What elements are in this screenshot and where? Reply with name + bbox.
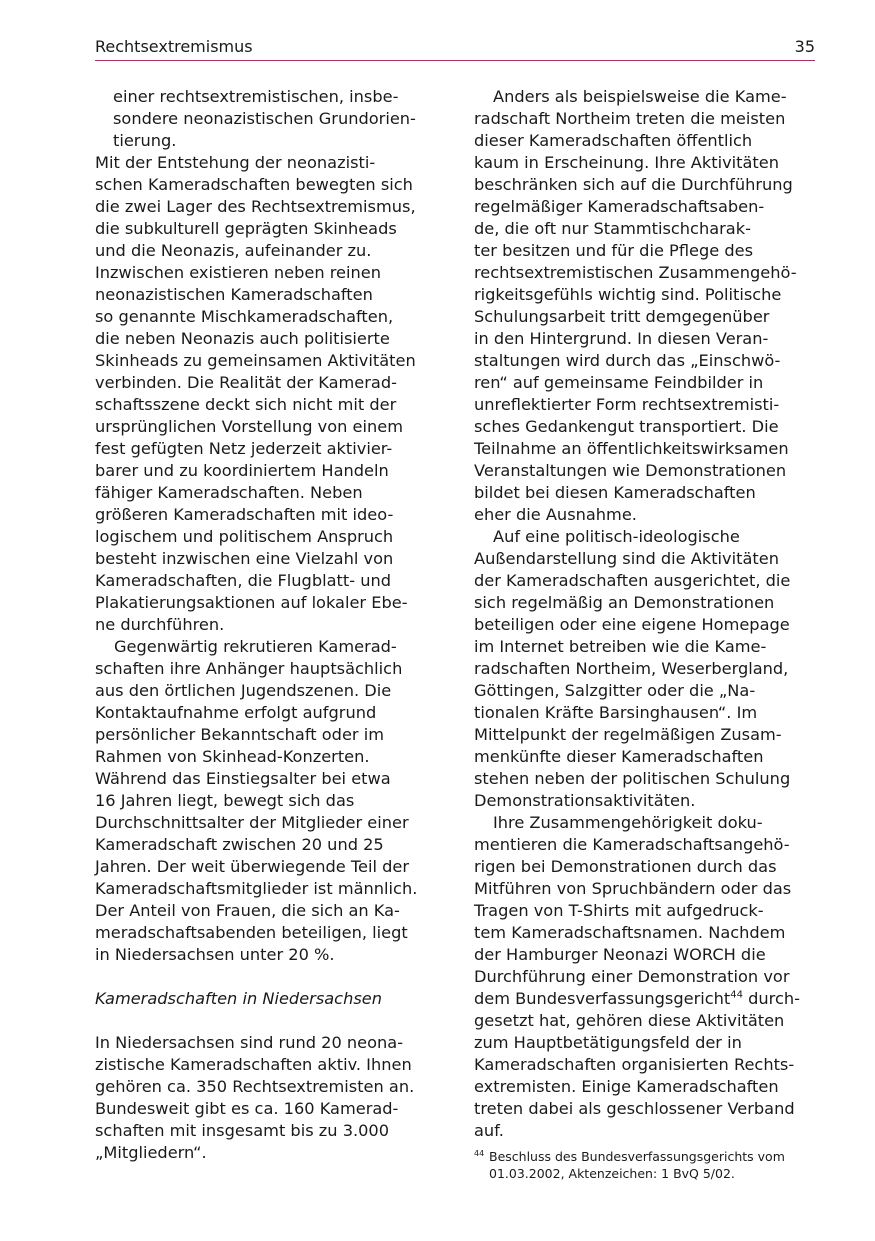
text-line: Kameradschaft zwischen 20 und 25 [95, 835, 384, 854]
text-line: auf. [474, 1121, 504, 1140]
text-line: sches Gedankengut transportiert. Die [474, 417, 779, 436]
text-line: Kameradschaften organisierten Rechts- [474, 1055, 795, 1074]
paragraph [95, 1032, 440, 1164]
text-line: In Niedersachsen sind rund 20 neona- [95, 1033, 404, 1052]
text-line: Göttingen, Salzgitter oder die „Na- [474, 681, 756, 700]
text-line: ne durchführen. [95, 615, 225, 634]
text-line: „Mitgliedern“. [95, 1143, 207, 1162]
paragraph-continuation [474, 1010, 819, 1142]
footnote-line: 44 Beschluss des Bundesverfassungsgerichts vom [474, 1148, 785, 1164]
text-line: Während das Einstiegsalter bei etwa [95, 769, 391, 788]
text-line: beschränken sich auf die Durchführung [474, 175, 793, 194]
footnote-reference-line [474, 988, 819, 1010]
right-column [474, 86, 819, 1182]
text-line: staltungen wird durch das „Einschwö- [474, 351, 781, 370]
text-line: Durchschnittsalter der Mitglieder einer [95, 813, 409, 832]
text-line: neonazistischen Kameradschaften [95, 285, 373, 304]
footnote [474, 1148, 819, 1182]
footnote-line: 01.03.2002, Aktenzeichen: 1 BvQ 5/02. [489, 1166, 735, 1181]
paragraph [474, 86, 819, 526]
text-line: kaum in Erscheinung. Ihre Aktivitäten [474, 153, 780, 172]
text-line: Durchführung einer Demonstration vor [474, 967, 790, 986]
text-line: fähiger Kameradschaften. Neben [95, 483, 363, 502]
text-line: persönlicher Bekanntschaft oder im [95, 725, 384, 744]
text-line: regelmäßiger Kameradschaftsaben- [474, 197, 765, 216]
page-number: 35 [794, 37, 815, 56]
text-segment: durch- [742, 989, 800, 1008]
text-line: tierung. [113, 131, 177, 150]
text-line: Teilnahme an öffentlichkeitswirksamen [474, 439, 789, 458]
text-line: rechtsextremistischen Zusammengehö- [474, 263, 797, 282]
text-line: Anders als beispielsweise die Kame- [493, 87, 787, 106]
text-line: die subkulturell geprägten Skinheads [95, 219, 397, 238]
text-segment: dem Bundesverfassungsgericht [474, 989, 731, 1008]
section-heading: Kameradschaften in Niedersachsen [95, 989, 382, 1008]
text-line: radschaft Northeim treten die meisten [474, 109, 786, 128]
text-line: schen Kameradschaften bewegten sich [95, 175, 413, 194]
paragraph [95, 636, 440, 966]
text-line: in Niedersachsen unter 20 %. [95, 945, 335, 964]
text-line: Mitführen von Spruchbändern oder das [474, 879, 792, 898]
text-line: radschaften Northeim, Weserbergland, [474, 659, 789, 678]
left-column [95, 86, 440, 1164]
text-line: unreflektierter Form rechtsextremisti- [474, 395, 780, 414]
text-line: de, die oft nur Stammtischcharak- [474, 219, 751, 238]
text-line: Tragen von T-Shirts mit aufgedruck- [474, 901, 764, 920]
text-line: 16 Jahren liegt, bewegt sich das [95, 791, 355, 810]
text-line: die neben Neonazis auch politisierte [95, 329, 390, 348]
text-line: Ihre Zusammengehörigkeit doku- [493, 813, 763, 832]
text-line: im Internet betreiben wie die Kame- [474, 637, 767, 656]
text-line: meradschaftsabenden beteiligen, liegt [95, 923, 408, 942]
text-line: beteiligen oder eine eigene Homepage [474, 615, 790, 634]
text-line: in den Hintergrund. In diesen Veran- [474, 329, 769, 348]
text-line: tem Kameradschaftsnamen. Nachdem [474, 923, 786, 942]
text-line: treten dabei als geschlossener Verband [474, 1099, 795, 1118]
text-line: fest gefügten Netz jederzeit aktivier- [95, 439, 393, 458]
text-line: Veranstaltungen wie Demonstrationen [474, 461, 787, 480]
text-line: Mit der Entstehung der neonazisti- [95, 153, 376, 172]
text-line: Bundesweit gibt es ca. 160 Kamerad- [95, 1099, 399, 1118]
text-line: ren“ auf gemeinsame Feindbilder in [474, 373, 764, 392]
text-line: sich regelmäßig an Demonstrationen [474, 593, 775, 612]
text-line: Kontaktaufnahme erfolgt aufgrund [95, 703, 377, 722]
text-line: schaftsszene deckt sich nicht mit der [95, 395, 397, 414]
text-line: einer rechtsextremistischen, insbe- [113, 87, 399, 106]
footnote-reference[interactable]: 44 [730, 989, 743, 1001]
text-line: rigkeitsgefühls wichtig sind. Politische [474, 285, 782, 304]
text-line: und die Neonazis, aufeinander zu. [95, 241, 372, 260]
text-line: zistische Kameradschaften aktiv. Ihnen [95, 1055, 412, 1074]
text-line: ursprünglichen Vorstellung von einem [95, 417, 403, 436]
text-line: verbinden. Die Realität der Kamerad- [95, 373, 397, 392]
text-line: zum Hauptbetätigungsfeld der in [474, 1033, 742, 1052]
text-line: Außendarstellung sind die Aktivitäten [474, 549, 779, 568]
footnote-text: Beschluss des Bundesverfassungsgerichts vom [489, 1149, 785, 1164]
text-line: gehören ca. 350 Rechtsextremisten an. [95, 1077, 415, 1096]
text-line: die zwei Lager des Rechtsextremismus, [95, 197, 416, 216]
text-line: logischem und politischem Anspruch [95, 527, 394, 546]
text-line: tionalen Kräfte Barsinghausen“. Im [474, 703, 758, 722]
text-line: schaften mit insgesamt bis zu 3.000 [95, 1121, 390, 1140]
paragraph [474, 812, 819, 988]
paragraph [95, 152, 440, 636]
text-line: der Kameradschaften ausgerichtet, die [474, 571, 791, 590]
text-line: ter besitzen und für die Pflege des [474, 241, 754, 260]
text-line: stehen neben der politischen Schulung [474, 769, 791, 788]
text-line: sondere neonazistischen Grundorien- [113, 109, 416, 128]
text-line: Skinheads zu gemeinsamen Aktivitäten [95, 351, 416, 370]
running-header [95, 34, 815, 61]
text-line: Inzwischen existieren neben reinen [95, 263, 381, 282]
text-line: aus den örtlichen Jugendszenen. Die [95, 681, 392, 700]
text-line: extremisten. Einige Kameradschaften [474, 1077, 779, 1096]
running-title: Rechtsextremismus [95, 37, 253, 56]
text-line: Gegenwärtig rekrutieren Kamerad- [114, 637, 397, 656]
text-line: größeren Kameradschaften mit ideo- [95, 505, 394, 524]
text-line: Schulungsarbeit tritt demgegenüber [474, 307, 770, 326]
text-line: Plakatierungsaktionen auf lokaler Ebe- [95, 593, 408, 612]
text-line: bildet bei diesen Kameradschaften [474, 483, 756, 502]
text-line: Auf eine politisch-ideologische [493, 527, 740, 546]
text-line: rigen bei Demonstrationen durch das [474, 857, 777, 876]
text-line: Mittelpunkt der regelmäßigen Zusam- [474, 725, 782, 744]
text-line: Kameradschaftsmitglieder ist männlich. [95, 879, 418, 898]
bullet-continuation [95, 86, 440, 152]
text-line: dieser Kameradschaften öffentlich [474, 131, 753, 150]
text-line: eher die Ausnahme. [474, 505, 637, 524]
text-line: Jahren. Der weit überwiegende Teil der [95, 857, 410, 876]
text-line: mentieren die Kameradschaftsangehö- [474, 835, 790, 854]
text-line: Kameradschaften, die Flugblatt- und [95, 571, 391, 590]
text-line: Demonstrationsaktivitäten. [474, 791, 696, 810]
text-line: so genannte Mischkameradschaften, [95, 307, 394, 326]
text-line: Der Anteil von Frauen, die sich an Ka- [95, 901, 400, 920]
text-line: schaften ihre Anhänger hauptsächlich [95, 659, 403, 678]
text-line: barer und zu koordiniertem Handeln [95, 461, 389, 480]
text-line: der Hamburger Neonazi WORCH die [474, 945, 766, 964]
text-line: besteht inzwischen eine Vielzahl von [95, 549, 394, 568]
paragraph [474, 526, 819, 812]
text-line: Rahmen von Skinhead-Konzerten. [95, 747, 370, 766]
text-line: menkünfte dieser Kameradschaften [474, 747, 764, 766]
text-line: gesetzt hat, gehören diese Aktivitäten [474, 1011, 785, 1030]
